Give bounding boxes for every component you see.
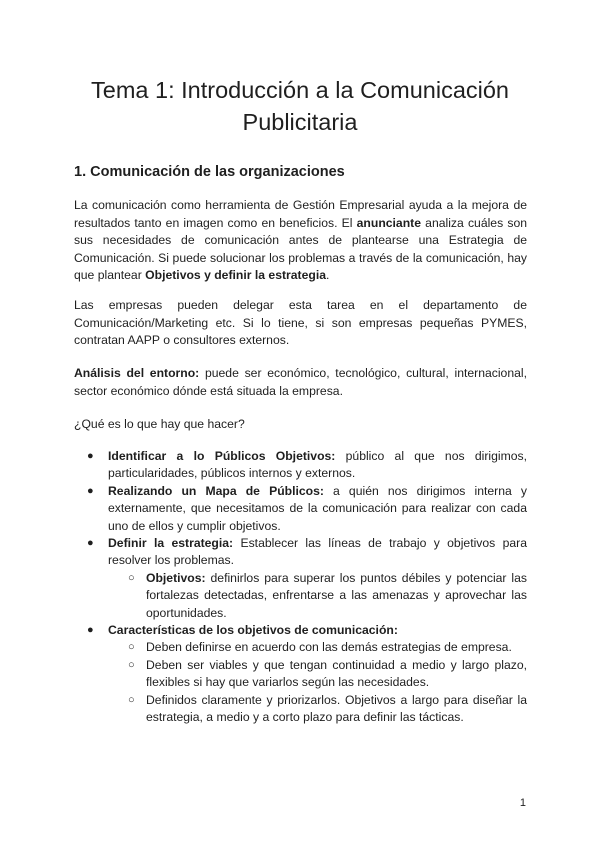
p1-text-c: analiza cuáles son sus necesidades de comunicación antes de plantearse una Estrategia de Comunicación. Si puede solucionar los problemas a través de la comunicación, hay que plantear — [74, 215, 527, 283]
analysis-text: puede ser económico, tecnológico, cultural, internacional, sector económico dónde está situada la empresa. — [74, 366, 527, 398]
paragraph-intro — [74, 197, 527, 285]
sub-item-text: Definidos claramente y priorizarlos. Objetivos a largo para diseñar la estrategia, a medio y a corto plazo para definir las tácticas. — [146, 692, 527, 725]
item-text: Establecer las líneas de trabajo y objetivos para resolver los problemas. — [108, 536, 527, 568]
list-item-mapa — [74, 483, 527, 535]
p1-bold-objetivos: Objetivos y definir la estrategia — [145, 268, 326, 283]
sub-item-definidos — [108, 692, 527, 727]
sub-item-label: Objetivos: — [146, 570, 206, 585]
page-title — [60, 74, 540, 138]
list-item-estrategia — [74, 535, 527, 622]
item-label: Características de los objetivos de comunicación: — [108, 623, 398, 638]
hollow-bullet-icon: ○ — [128, 641, 135, 654]
sub-list — [108, 570, 527, 622]
sub-item-text: Deben ser viables y que tengan continuidad a medio y largo plazo, flexibles si hay que variarlos según las necesidades. — [146, 657, 527, 690]
paragraph-analysis — [74, 365, 527, 400]
section-heading: 1. Comunicación de las organizaciones — [74, 164, 345, 180]
p1-text-e: . — [326, 268, 330, 283]
question-line: ¿Qué es lo que hay que hacer? — [74, 417, 245, 431]
list-item-publicos — [74, 448, 527, 483]
list-item-caracteristicas — [74, 622, 527, 726]
bullet-icon: ● — [87, 450, 94, 462]
hollow-bullet-icon: ○ — [128, 658, 135, 671]
sub-item-objetivos — [108, 570, 527, 622]
page-number: 1 — [519, 797, 526, 809]
item-label: Definir la estrategia: — [108, 536, 234, 551]
bullet-icon: ● — [87, 537, 94, 550]
hollow-bullet-icon: ○ — [128, 571, 135, 584]
sub-item-acuerdo — [108, 639, 527, 656]
title-line-1: Tema 1: Introducción a la Comunicación — [91, 77, 509, 103]
sub-list — [108, 639, 527, 726]
paragraph-delegation: Las empresas pueden delegar esta tarea en el departamento de Comunicación/Marketing etc. Si lo tiene, si son empresas pequeñas PYMES, contratan AAPP o consultores externos. — [74, 298, 527, 348]
item-label: Realizando un Mapa de Públicos: — [108, 483, 324, 498]
p1-text-a: La comunicación como herramienta de Gestión Empresarial ayuda a la mejora de resultados tanto en imagen como en beneficios. El — [74, 198, 527, 230]
sub-item-text: definirlos para superar los puntos débiles y potenciar las fortalezas detectadas, enfrentarse a las amenazas y aprovechar las oportunidades. — [146, 570, 527, 620]
bullet-icon: ● — [87, 484, 94, 497]
item-text: a quién nos dirigimos interna y externamente, que necesitamos de la comunicación para realizar con cada uno de ellos y cumplir objetivos. — [108, 483, 527, 533]
sub-item-viables — [108, 657, 527, 692]
analysis-label: Análisis del entorno: — [74, 366, 200, 380]
p1-bold-anunciante: anunciante — [356, 215, 421, 230]
item-text: público al que nos dirigimos, particularidades, públicos internos y externos. — [108, 449, 527, 481]
sub-item-text: Deben definirse en acuerdo con las demás estrategias de empresa. — [146, 640, 512, 655]
hollow-bullet-icon: ○ — [128, 693, 135, 706]
item-label: Identificar a lo Públicos Objetivos: — [108, 449, 336, 463]
bullet-icon: ● — [87, 624, 94, 637]
bullet-list — [74, 448, 527, 727]
title-line-2: Publicitaria — [242, 109, 358, 135]
